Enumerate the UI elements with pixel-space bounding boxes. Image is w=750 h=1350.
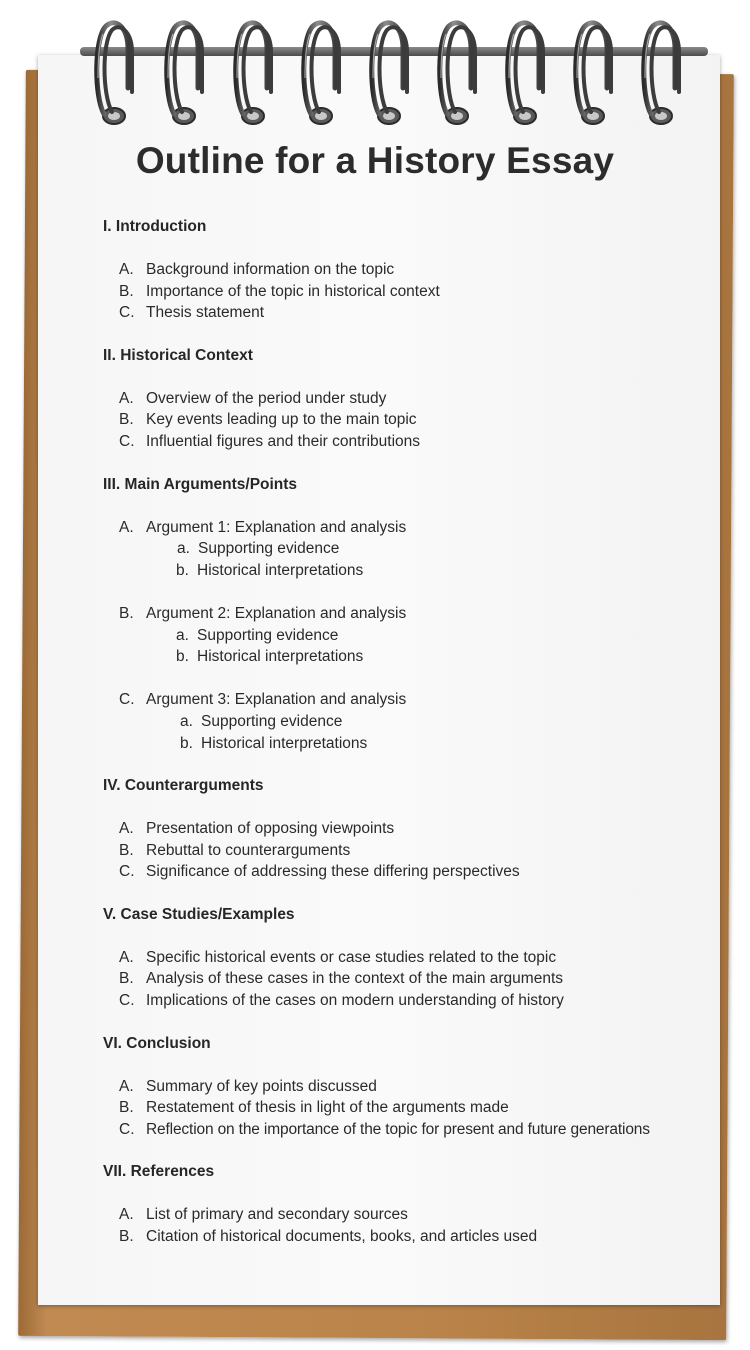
section-heading: VII. References: [103, 1163, 215, 1181]
spiral-ring-icon: [297, 18, 343, 126]
page-title: Outline for a History Essay: [135, 140, 615, 181]
list-item: A. Summary of key points discussed: [119, 1077, 377, 1095]
section-conclusion: [103, 1033, 713, 1141]
spiral-ring-icon: [229, 18, 275, 126]
section-counterarguments: [103, 775, 713, 883]
sub-item: b. Historical interpretations: [180, 734, 368, 752]
list-item: A. List of primary and secondary sources: [119, 1206, 408, 1224]
list-item: B. Importance of the topic in historical context: [119, 282, 440, 300]
list-item: C. Influential figures and their contributions: [119, 432, 420, 450]
spiral-ring-icon: [160, 18, 206, 126]
list-item: A. Overview of the period under study: [119, 389, 387, 407]
spiral-ring-icon: [90, 18, 136, 126]
argument-item: B. Argument 2: Explanation and analysis: [119, 604, 407, 622]
list-item: C. Implications of the cases on modern understanding of history: [119, 992, 564, 1010]
section-heading: VI. Conclusion: [103, 1034, 211, 1052]
section-historical-context: [103, 345, 713, 453]
list-item: C. Significance of addressing these differing perspectives: [119, 863, 520, 881]
section-introduction: [103, 216, 713, 324]
essay-outline: [103, 216, 713, 1269]
section-references: [103, 1161, 713, 1247]
sub-item: a. Supporting evidence: [180, 712, 343, 730]
sub-item: a. Supporting evidence: [177, 540, 340, 558]
section-main-arguments: [103, 474, 713, 755]
spiral-ring-icon: [365, 18, 411, 126]
section-case-studies: [103, 904, 713, 1012]
spiral-ring-icon: [433, 18, 479, 126]
list-item: B. Analysis of these cases in the context of the main arguments: [119, 970, 564, 988]
argument-item: C. Argument 3: Explanation and analysis: [119, 691, 407, 709]
section-heading: I. Introduction: [103, 218, 207, 235]
section-heading: V. Case Studies/Examples: [103, 905, 295, 923]
spiral-binding: [0, 0, 750, 140]
section-heading: III. Main Arguments/Points: [103, 475, 298, 493]
list-item: B. Key events leading up to the main topic: [119, 411, 417, 429]
sub-item: b. Historical interpretations: [176, 561, 364, 579]
list-item: C. Thesis statement: [119, 304, 265, 322]
list-item: A. Presentation of opposing viewpoints: [119, 820, 395, 838]
spiral-ring-icon: [569, 18, 615, 126]
spiral-ring-icon: [637, 18, 683, 126]
spiral-ring-icon: [501, 18, 547, 126]
list-item: A. Background information on the topic: [119, 261, 395, 278]
list-item: A. Specific historical events or case studies related to the topic: [119, 948, 557, 966]
list-item: B. Citation of historical documents, books, and articles used: [119, 1228, 538, 1246]
argument-item: A. Argument 1: Explanation and analysis: [119, 518, 407, 536]
list-item: B. Restatement of thesis in light of the arguments made: [119, 1099, 509, 1117]
section-heading: II. Historical Context: [103, 346, 253, 364]
sub-item: a. Supporting evidence: [176, 626, 339, 644]
section-heading: IV. Counterarguments: [103, 777, 264, 795]
list-item: C. Reflection on the importance of the topic for present and future generations: [119, 1120, 650, 1138]
list-item: B. Rebuttal to counterarguments: [119, 841, 351, 859]
sub-item: b. Historical interpretations: [176, 648, 364, 666]
